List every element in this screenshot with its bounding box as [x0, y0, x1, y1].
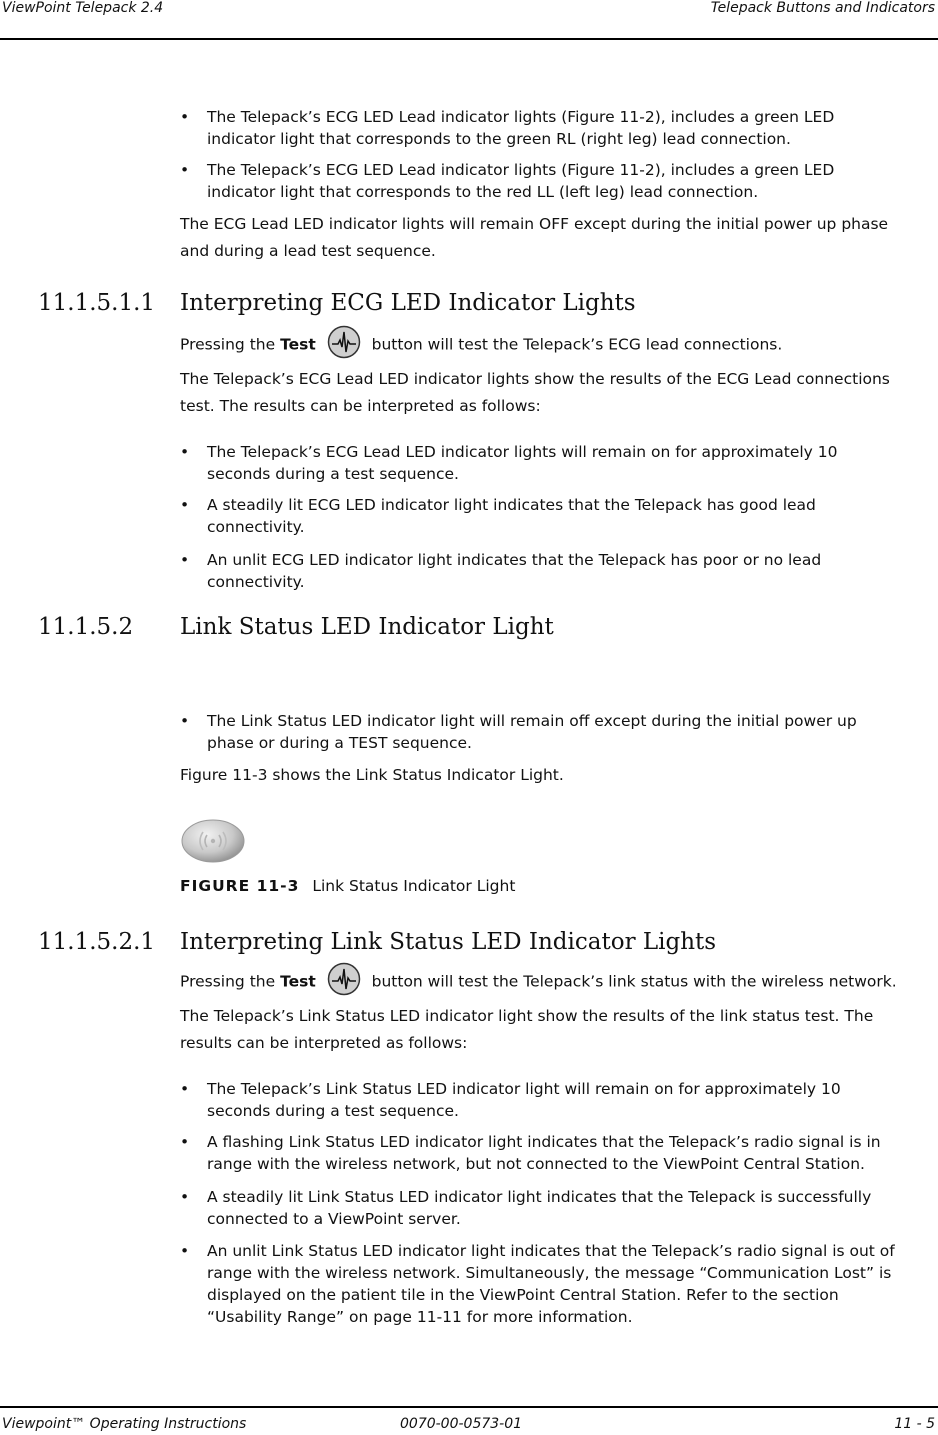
bullet-text: The Link Status LED indicator light will remain off except during the initial power up phase or during a TEST sequence. — [207, 712, 857, 752]
paragraph: Figure 11-3 shows the Link Status Indicator Light. — [180, 766, 564, 784]
bullet: • — [180, 443, 190, 461]
bullet: • — [180, 1080, 190, 1098]
press-post: button will test the Telepack’s ECG lead connections. — [371, 335, 783, 354]
bullet-text: A flashing Link Status LED indicator light indicates that the Telepack’s radio signal is in range with the wireless network, but not connected to the ViewPoint Central Station. — [207, 1133, 881, 1173]
press-pre: Pressing the — [180, 335, 276, 354]
section-title: Interpreting Link Status LED Indicator Lights — [180, 929, 717, 955]
bullet: • — [180, 1133, 190, 1151]
footer-left: Viewpoint™ Operating Instructions — [2, 1416, 247, 1432]
paragraph: The Telepack’s Link Status LED indicator light show the results of the link status test. The results can be interpreted as follows: — [180, 1007, 874, 1052]
header-right: Telepack Buttons and Indicators — [710, 0, 935, 16]
bullet: • — [180, 1188, 190, 1206]
header-left: ViewPoint Telepack 2.4 — [2, 0, 164, 16]
section-number: 11.1.5.1.1 — [38, 290, 156, 316]
press-test-line — [180, 962, 897, 1002]
press-pre: Pressing the — [180, 972, 276, 991]
list-item — [180, 106, 900, 150]
ecg-test-button-icon — [327, 325, 361, 365]
list-item — [180, 159, 900, 203]
bullet-text: The Telepack’s ECG Lead LED indicator lights will remain on for approximately 10 seconds during a test sequence. — [207, 443, 838, 483]
paragraph: The Telepack’s ECG Lead LED indicator lights show the results of the ECG Lead connections test. The results can be interpreted as follows: — [180, 370, 890, 415]
figure-label: FIGURE 11-3 — [180, 877, 300, 895]
section-title: Link Status LED Indicator Light — [180, 614, 554, 640]
test-keyword: Test — [280, 335, 316, 354]
bullet: • — [180, 551, 190, 569]
page-footer — [0, 1406, 938, 1432]
press-post: button will test the Telepack’s link status with the wireless network. — [371, 972, 897, 991]
bullet-text: An unlit ECG LED indicator light indicates that the Telepack has poor or no lead connectivity. — [207, 551, 822, 591]
list-item — [180, 710, 900, 754]
bullet: • — [180, 1242, 190, 1260]
page-number: 11 - 5 — [894, 1416, 935, 1432]
bullet: • — [180, 161, 190, 179]
page-header — [0, 0, 938, 40]
list-item — [180, 441, 900, 485]
bullet-text: A steadily lit ECG LED indicator light indicates that the Telepack has good lead connectivity. — [207, 496, 816, 536]
bullet-text: The Telepack’s Link Status LED indicator light will remain on for approximately 10 seconds during a test sequence. — [207, 1080, 841, 1120]
ecg-test-button-icon — [327, 962, 361, 1002]
bullet-text: A steadily lit Link Status LED indicator light indicates that the Telepack is successfully connected to a ViewPoint server. — [207, 1188, 872, 1228]
list-item — [180, 549, 900, 593]
bullet-text: The Telepack’s ECG LED Lead indicator lights (Figure 11-2), includes a green LED indicator light that corresponds to the green RL (right leg) lead connection. — [207, 108, 835, 148]
footer-center: 0070-00-0573-01 — [400, 1416, 523, 1432]
list-item — [180, 494, 900, 538]
list-item — [180, 1186, 900, 1230]
test-keyword: Test — [280, 972, 316, 991]
list-item — [180, 1078, 900, 1122]
bullet: • — [180, 108, 190, 126]
bullet: • — [180, 712, 190, 730]
list-item — [180, 1131, 900, 1175]
figure-caption — [180, 875, 515, 897]
link-status-led-icon — [180, 818, 246, 868]
bullet-text: The Telepack’s ECG LED Lead indicator lights (Figure 11-2), includes a green LED indicator light that corresponds to the red LL (left leg) lead connection. — [207, 161, 835, 201]
bullet-text: An unlit Link Status LED indicator light indicates that the Telepack’s radio signal is out of range with the wireless network. Simultaneously, the message “Communication Lost” is displayed on the patient tile in the ViewPoint Central Station. Refer to the section “Usability Range” on page 11-11 for more information. — [207, 1242, 895, 1326]
section-number: 11.1.5.2 — [38, 614, 134, 640]
list-item — [180, 1240, 900, 1328]
section-title: Interpreting ECG LED Indicator Lights — [180, 290, 636, 316]
figure-caption-text: Link Status Indicator Light — [312, 877, 516, 895]
section-number: 11.1.5.2.1 — [38, 929, 156, 955]
paragraph: The ECG Lead LED indicator lights will remain OFF except during the initial power up phase and during a lead test sequence. — [180, 215, 889, 260]
press-test-line — [180, 325, 782, 365]
bullet: • — [180, 496, 190, 514]
